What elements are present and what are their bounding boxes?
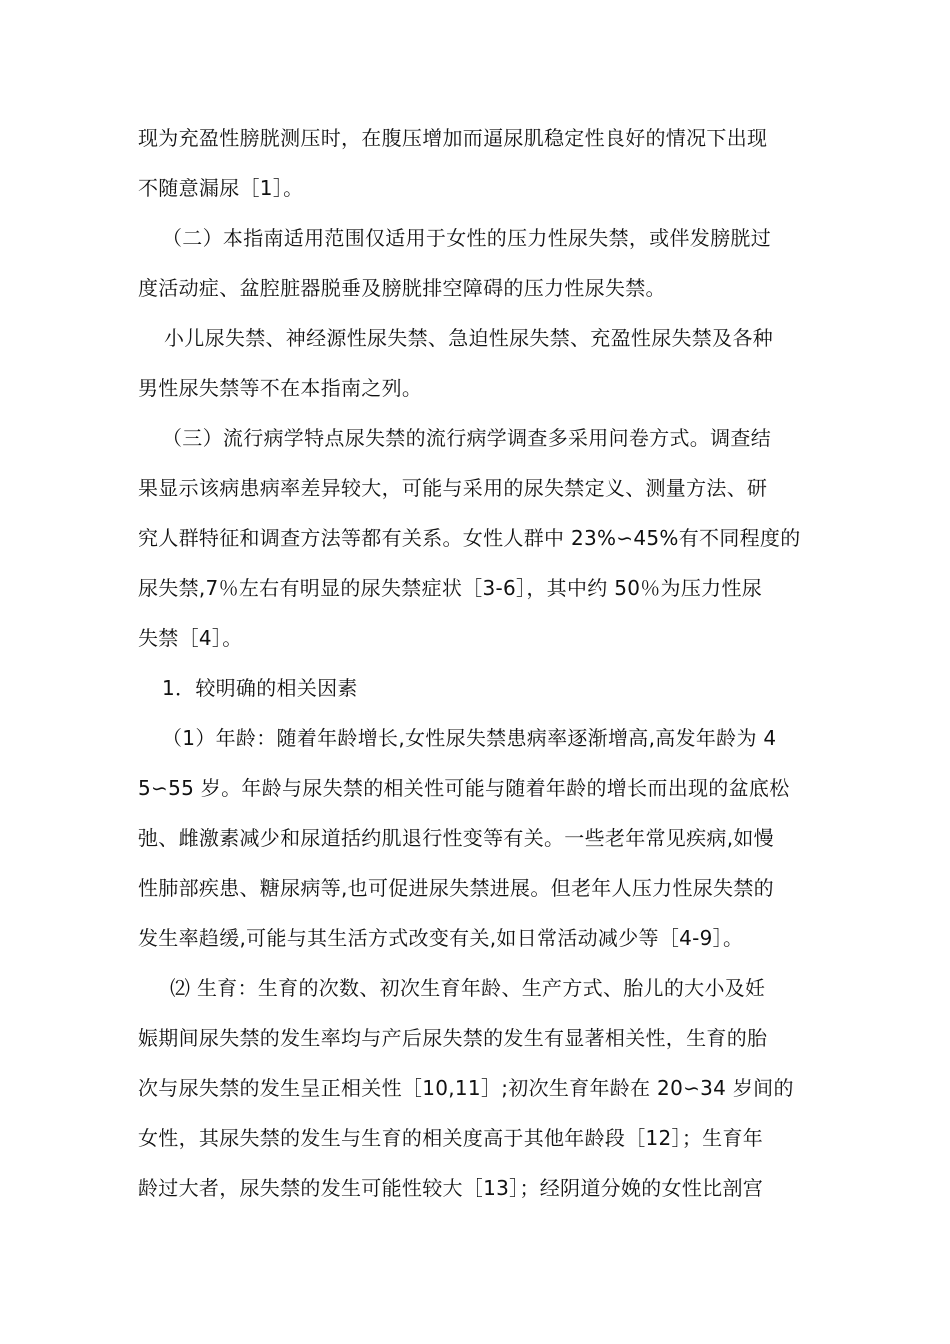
text-line: 发生率趋缓,可能与其生活方式改变有关,如日常活动减少等［4-9］。	[138, 926, 744, 950]
text-line: （1）年龄：随着年龄增长,女性尿失禁患病率逐渐增高,高发年龄为 4	[162, 726, 777, 750]
text-line: （二）本指南适用范围仅适用于女性的压力性尿失禁，或伴发膀胱过	[162, 226, 771, 250]
section-heading: 1．较明确的相关因素	[162, 676, 358, 700]
text-line: 尿失禁,7％左右有明显的尿失禁症状［3-6］，其中约 50％为压力性尿	[138, 576, 763, 600]
text-line: 性肺部疾患、糖尿病等,也可促进尿失禁进展。但老年人压力性尿失禁的	[138, 876, 774, 900]
text-line: 究人群特征和调查方法等都有关系。女性人群中 23%∽45%有不同程度的	[138, 526, 801, 550]
text-line: 男性尿失禁等不在本指南之列。	[138, 376, 423, 400]
text-line: （三）流行病学特点尿失禁的流行病学调查多采用问卷方式。调查结	[162, 426, 771, 450]
text-line: ⑵ 生育：生育的次数、初次生育年龄、生产方式、胎儿的大小及妊	[170, 976, 766, 1000]
text-line: 娠期间尿失禁的发生率均与产后尿失禁的发生有显著相关性，生育的胎	[138, 1026, 768, 1050]
text-line: 果显示该病患病率差异较大，可能与采用的尿失禁定义、测量方法、研	[138, 476, 768, 500]
text-line: 次与尿失禁的发生呈正相关性［10,11］;初次生育年龄在 20∽34 岁间的	[138, 1076, 794, 1100]
text-line: 度活动症、盆腔脏器脱垂及膀胱排空障碍的压力性尿失禁。	[138, 276, 666, 300]
text-line: 现为充盈性膀胱测压时，在腹压增加而逼尿肌稳定性良好的情况下出现	[138, 126, 768, 150]
text-line: 小儿尿失禁、神经源性尿失禁、急迫性尿失禁、充盈性尿失禁及各种	[164, 326, 773, 350]
text-line: 失禁［4］。	[138, 626, 243, 650]
text-line: 弛、雌激素减少和尿道括约肌退行性变等有关。一些老年常见疾病,如慢	[138, 826, 774, 850]
text-line: 女性，其尿失禁的发生与生育的相关度高于其他年龄段［12］；生育年	[138, 1126, 764, 1150]
text-line: 不随意漏尿［1］。	[138, 176, 304, 200]
text-line: 5∽55 岁。年龄与尿失禁的相关性可能与随着年龄的增长而出现的盆底松	[138, 776, 790, 800]
text-line: 龄过大者，尿失禁的发生可能性较大［13］；经阴道分娩的女性比剖宫	[138, 1176, 764, 1200]
